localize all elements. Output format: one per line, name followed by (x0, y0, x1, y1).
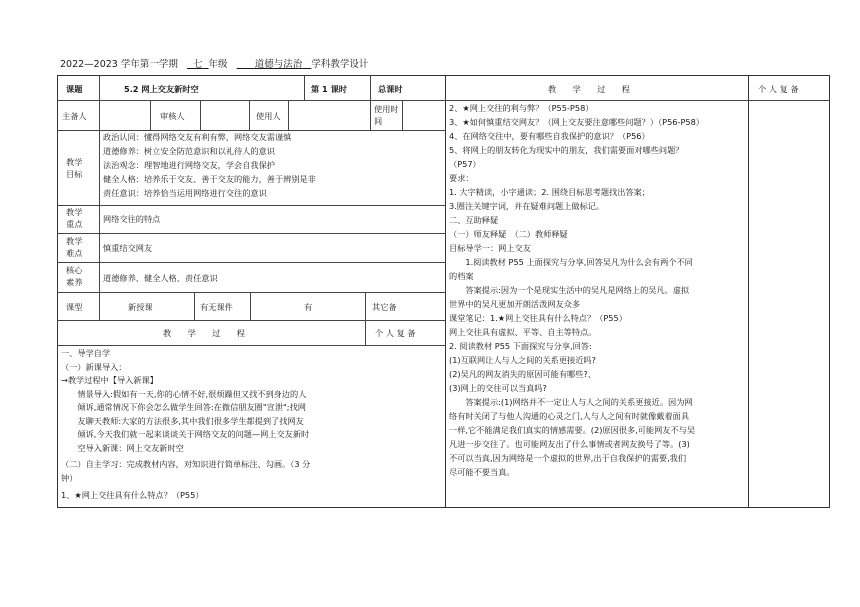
grade-value: 七 (192, 59, 203, 70)
subject-value: 道德与法治 (254, 59, 303, 70)
process-line: →教学过程中【导入新课】 (61, 375, 158, 385)
process-line: 络有时关闭了与他人沟通的心灵之门,人与人之间有时就像戴着面具 (449, 411, 690, 421)
grade-label: 年级 (208, 59, 228, 70)
process-line: 情景导入:假如有一天,你的心情不好,很烦躁但又找不到身边的人 (61, 388, 307, 399)
topic-value: 5.2 网上交友新时空 (124, 84, 199, 94)
process-line: （P57） (449, 159, 481, 169)
process-line: 2、★网上交往的利与弊？（P55-P58） (449, 103, 594, 113)
process-line: 5、将网上的朋友转化为现实中的朋友，我们需要面对哪些问题？ (449, 145, 684, 155)
process-line: (2)吴凡的网友消失的原因可能有哪些?、 (449, 369, 596, 379)
reviewer-label: 审核人 (160, 111, 185, 121)
key-point-label: 教学重点 (66, 207, 83, 229)
process-line: 2. 阅读教材 P55 下面探究与分享,回答: (449, 341, 592, 351)
process-line: 空导入新课：网上交友新时空 (61, 442, 184, 453)
process-line: 钟） (61, 473, 78, 483)
process-line: (1)互联网让人与人之间的关系更接近吗? (449, 355, 596, 365)
objective-item: 法治观念：理智地进行网络交友，学会自我保护 (103, 160, 275, 170)
objective-item: 政治认同：懂得网络交友有利有弊，网络交友需谨慎 (103, 132, 292, 142)
literacy-label: 核心素养 (66, 265, 83, 287)
process-line: （一）新课导入： (61, 361, 127, 372)
review-column-right (748, 75, 830, 508)
objectives-label: 教学目标 (66, 157, 83, 179)
process-line: 目标导学一：网上交友 (449, 243, 531, 253)
process-line: 凡进一步交往了。也可能网友出了什么事情或者网友换号了等。(3) (449, 439, 690, 449)
school-year: 2022—2023 学年第一学期 (60, 59, 178, 70)
use-time-label: 使用时间 (374, 104, 399, 126)
process-line: 1、★网上交往具有什么特点？（P55） (61, 490, 204, 500)
process-line: 不可以当真,因为网络是一个虚拟的世界,出于自我保护的需要,我们 (449, 453, 687, 463)
process-line: 倾诉,今天我们就一起来谈谈关于网络交友的问题—网上交友新时 (61, 429, 310, 439)
lesson-number: 第 1 课时 (311, 84, 347, 94)
literacy-value: 道德修养、健全人格、责任意识 (103, 273, 218, 283)
process-header: 教 学 过 程 (548, 84, 630, 94)
review-header-2: 个 人 复 备 (375, 328, 416, 338)
process-line: （二）自主学习：完成教材内容，对知识进行简单标注、勾画。（3 分 (61, 459, 311, 469)
courseware-value: 有 (304, 302, 313, 312)
process-line: 世界中的吴凡更加开朗活泼网友众多 (449, 299, 581, 309)
process-line: 1.阅读教材 P55 上面探究与分享,回答吴凡为什么会有两个不同 (449, 257, 693, 267)
process-line: 4、在网络交往中，要有哪些自我保护的意识？（P56） (449, 131, 650, 141)
process-line: 二、互助释疑 (449, 215, 499, 225)
process-line: 一样,它不能满足我们真实的情感需要。(2)原因很多,可能网友不与吴 (449, 425, 696, 435)
process-line: 尽可能不要当真。 (449, 467, 515, 477)
process-line: （一）师友释疑 （二）教师释疑 (449, 229, 568, 239)
process-header-2: 教 学 过 程 (163, 328, 245, 338)
total-lessons-label: 总课时 (378, 84, 403, 94)
process-line: 要求： (449, 173, 474, 183)
process-line: 课堂笔记：1.★网上交往具有什么特点？（P55） (449, 313, 627, 323)
process-line: 答案提示:因为一个是现实生活中的吴凡是网络上的吴凡。虚拟 (449, 285, 690, 295)
process-line: 友聊天教师:大家的方法很多,其中我们很多学生都提到了找网友 (61, 415, 304, 426)
topic-label: 课题 (66, 84, 83, 94)
preparer-label: 主备人 (62, 111, 87, 121)
process-line: 3.圈注关键字词，并在疑难问题上做标记。 (449, 201, 605, 211)
difficulty-value: 慎重结交网友 (103, 243, 153, 253)
document-header (60, 56, 368, 70)
process-line: 1. 大字精读，小字通读；2. 围绕目标思考题找出答案； (449, 187, 650, 197)
process-line: 答案提示:(1)网络并不一定让人与人之间的关系更接近。因为网 (449, 397, 693, 407)
process-line: (3)网上的交往可以当真吗? (449, 383, 547, 393)
objective-item: 健全人格：培养乐于交友、善于交友的能力，善于辨别是非 (103, 174, 316, 184)
process-line: 一、导学自学 (61, 348, 111, 358)
key-point-value: 网络交往的特点 (103, 214, 161, 224)
process-line: 网上交往具有虚拟、平等、自主等特点。 (449, 327, 597, 337)
objective-item: 责任意识：培养恰当运用网络进行交往的意识 (103, 188, 267, 198)
process-line: 3、★如何慎重结交网友？（网上交友要注意哪些问题？）（P56-P58） (449, 117, 704, 127)
review-header: 个 人 复 备 (758, 84, 799, 94)
other-prep-label: 其它备 (372, 302, 397, 312)
objective-item: 道德修养：树立安全防范意识和以礼待人的意识 (103, 146, 275, 156)
course-type-label: 课型 (66, 302, 83, 312)
courseware-label: 有无课件 (200, 302, 233, 312)
subject-label: 学科教学设计 (311, 59, 369, 70)
process-line: 倾诉,通常情况下你会怎么做学生回答:在微信朋友圈"宣泄";找网 (61, 402, 306, 412)
user-label: 使用人 (256, 111, 281, 121)
difficulty-label: 教学难点 (66, 236, 83, 258)
process-line: 的档案 (449, 271, 474, 281)
course-type-value: 新授课 (128, 302, 153, 312)
